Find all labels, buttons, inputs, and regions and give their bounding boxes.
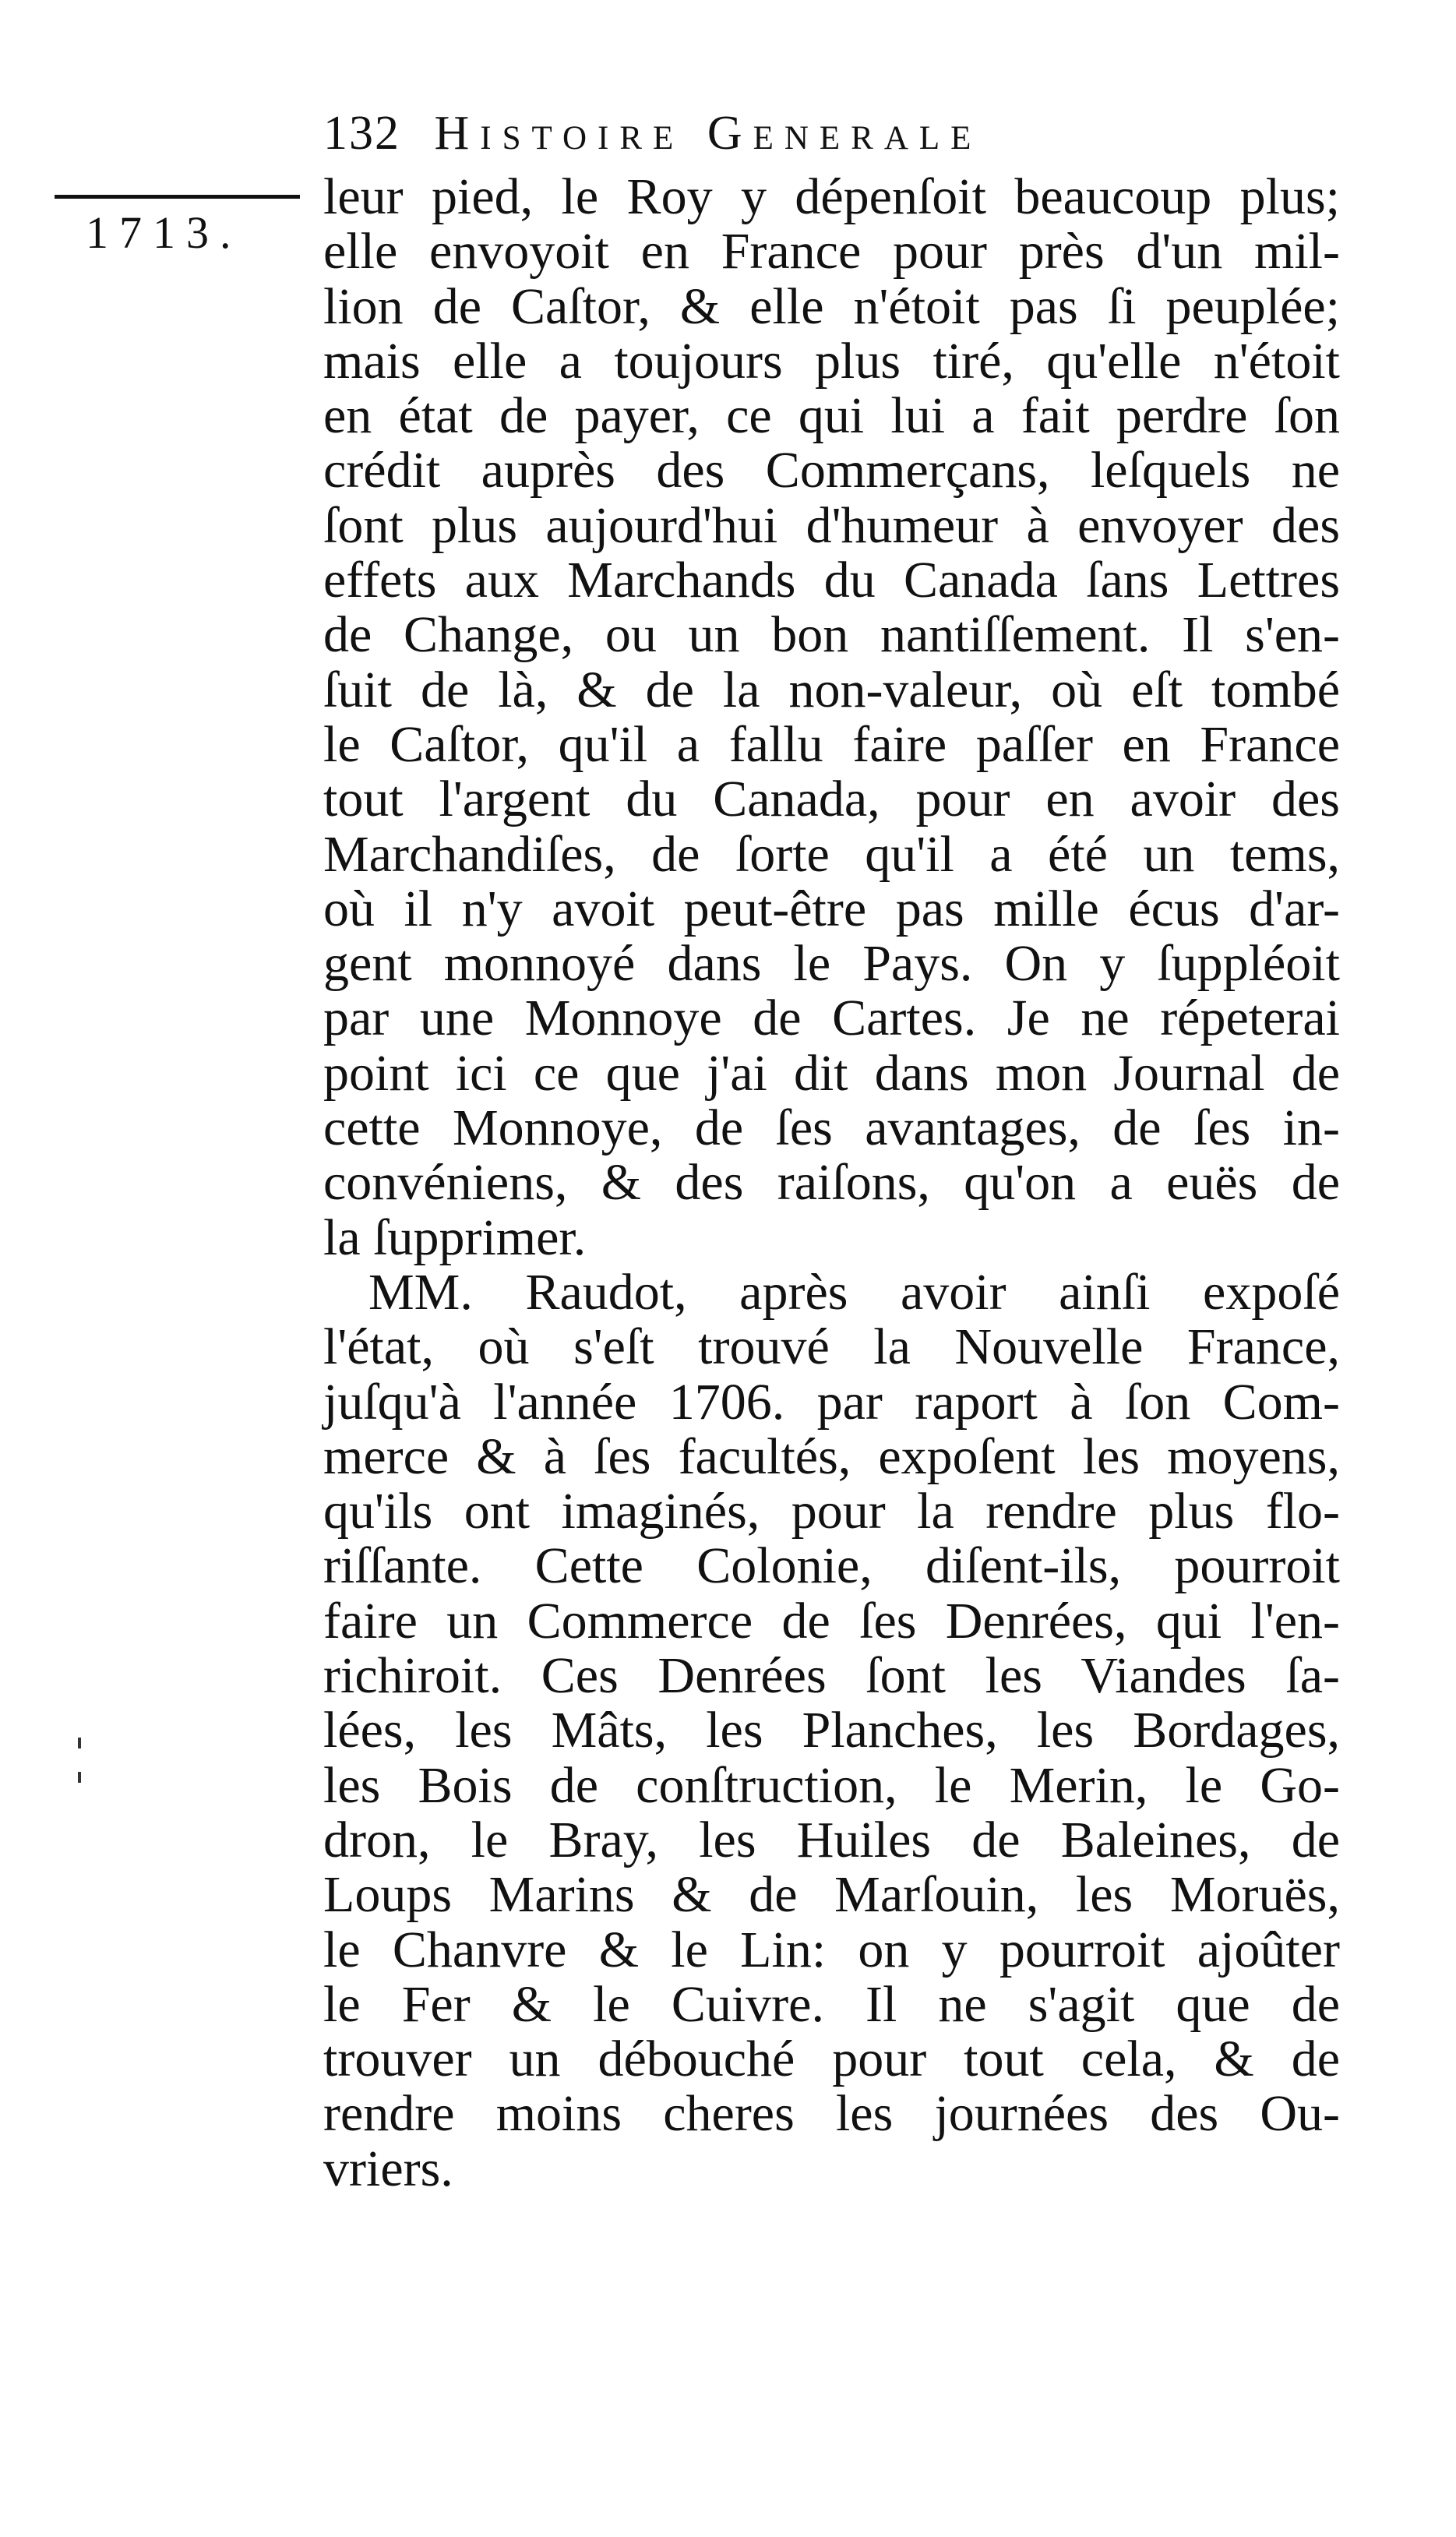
text-line: ſont plus aujourd'hui d'humeur à envoyer des xyxy=(323,496,1340,554)
text-line: l'état, où s'eſt trouvé la Nouvelle France, xyxy=(323,1318,1340,1376)
margin-rule xyxy=(55,195,300,199)
text-line: lées, les Mâts, les Planches, les Bordages, xyxy=(323,1702,1340,1759)
text-line: vriers. xyxy=(323,2140,453,2197)
text-line: qu'ils ont imaginés, pour la rendre plus flo- xyxy=(323,1483,1340,1540)
text-line: où il n'y avoit peut-être pas mille écus d'ar- xyxy=(323,880,1340,937)
text-line: cette Monnoye, de ſes avantages, de ſes in- xyxy=(323,1099,1340,1157)
text-line: trouver un débouché pour tout cela, & de xyxy=(323,2031,1340,2088)
text-line: riſſante. Cette Colonie, diſent-ils, pourroit xyxy=(323,1537,1340,1595)
running-head xyxy=(323,107,982,160)
text-line: le Caſtor, qu'il a fallu faire paſſer en France xyxy=(323,715,1340,773)
text-line: merce & à ſes facultés, expoſent les moyens, xyxy=(323,1427,1340,1485)
text-line: crédit auprès des Commerçans, leſquels ne xyxy=(323,442,1340,499)
text-line: elle envoyoit en France pour près d'un mil- xyxy=(323,223,1340,281)
text-line: gent monnoyé dans le Pays. On y ſuppléoit xyxy=(323,935,1340,993)
text-line: de Change, ou un bon nantiſſement. Il s'en- xyxy=(323,606,1340,664)
text-line: ſuit de là, & de la non-valeur, où eſt tombé xyxy=(323,661,1340,718)
text-line: point ici ce que j'ai dit dans mon Journal de xyxy=(323,1044,1340,1102)
text-line: faire un Commerce de ſes Denrées, qui l'en- xyxy=(323,1592,1340,1650)
text-line: MM. Raudot, après avoir ainſi expoſé xyxy=(368,1263,1340,1321)
text-line: par une Monnoye de Cartes. Je ne répeterai xyxy=(323,990,1340,1047)
text-line: Marchandiſes, de ſorte qu'il a été un tems, xyxy=(323,825,1340,883)
margin-year-note: 1713. xyxy=(86,207,242,258)
text-line: Loups Marins & de Marſouin, les Moruës, xyxy=(323,1866,1340,1924)
text-line: richiroit. Ces Denrées ſont les Viandes ſa- xyxy=(323,1647,1340,1705)
text-line: mais elle a toujours plus tiré, qu'elle n'étoit xyxy=(323,332,1340,390)
margin-marks xyxy=(78,1738,86,1808)
text-line: leur pied, le Roy y dépenſoit beaucoup plus; xyxy=(323,168,1340,225)
text-line: juſqu'à l'année 1706. par raport à ſon Com- xyxy=(323,1373,1340,1431)
text-line: dron, le Bray, les Huiles de Baleines, de xyxy=(323,1811,1340,1868)
body-text xyxy=(323,170,1340,2196)
text-line: lion de Caſtor, & elle n'étoit pas ſi peuplée; xyxy=(323,277,1340,335)
text-line: le Chanvre & le Lin: on y pourroit ajoûter xyxy=(323,1921,1340,1978)
text-line: convéniens, & des raiſons, qu'on a euës de xyxy=(323,1154,1340,1212)
text-line: en état de payer, ce qui lui a fait perdre ſon xyxy=(323,387,1340,445)
text-line: la ſupprimer. xyxy=(323,1209,587,1266)
running-title: Histoire Generale xyxy=(434,107,982,160)
page-number: 132 xyxy=(323,107,400,160)
text-line: tout l'argent du Canada, pour en avoir des xyxy=(323,771,1340,828)
text-line: effets aux Marchands du Canada ſans Lettres xyxy=(323,552,1340,609)
text-line: le Fer & le Cuivre. Il ne s'agit que de xyxy=(323,1975,1340,2033)
text-line: rendre moins cheres les journées des Ou- xyxy=(323,2085,1340,2143)
text-line: les Bois de conſtruction, le Merin, le Go- xyxy=(323,1756,1340,1814)
